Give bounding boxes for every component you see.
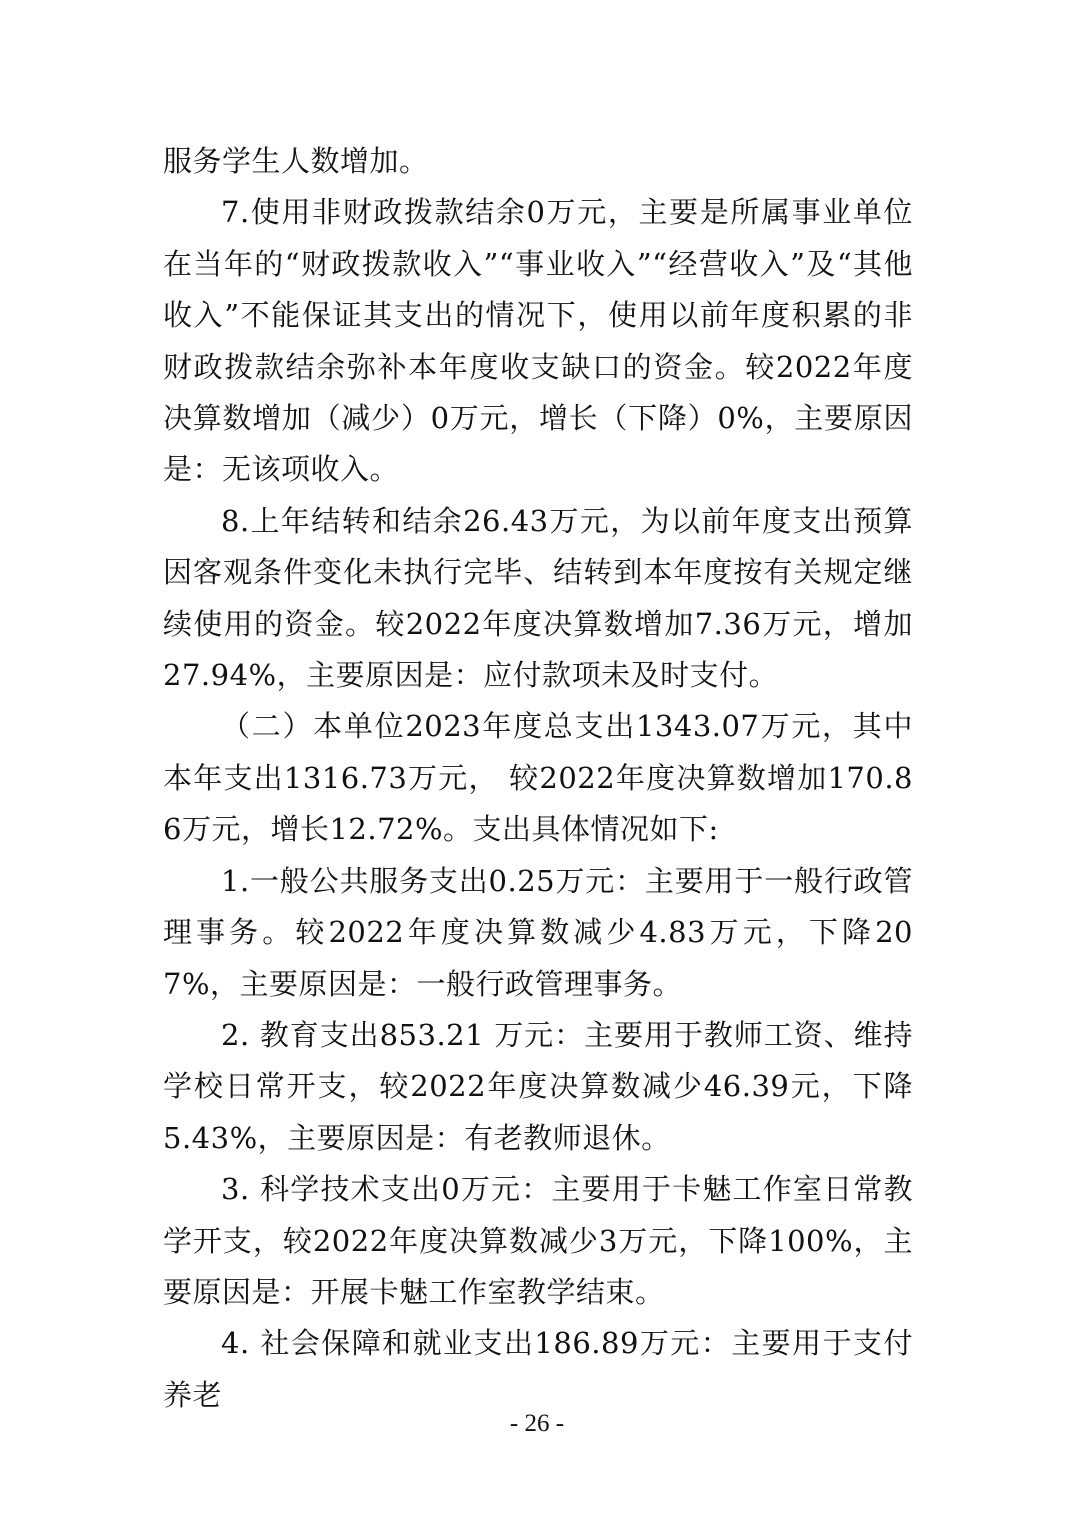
page-number: - 26 -: [509, 1410, 565, 1437]
paragraph-expense-1: 1.一般公共服务支出0.25万元：主要用于一般行政管理事务。较2022年度决算数减少4.83万元，下降207%，主要原因是：一般行政管理事务。: [163, 863, 913, 1001]
paragraph-item-8: 8.上年结转和结余26.43万元，为以前年度支出预算因客观条件变化未执行完毕、结转到本年度按有关规定继续使用的资金。较2022年度决算数增加7.36万元，增加27.94%，主要原因是：应付款项未及时支付。: [163, 503, 913, 693]
body-text: [163, 136, 913, 1421]
paragraph-expense-4: 4. 社会保障和就业支出186.89万元：主要用于支付养老: [163, 1326, 913, 1412]
paragraph-section-2: （二）本单位2023年度总支出1343.07万元，其中本年支出1316.73万元， 较2022年度决算数增加170.86万元，增长12.72%。支出具体情况如下:: [163, 709, 913, 847]
paragraph-expense-3: 3. 科学技术支出0万元：主要用于卡魅工作室日常教学开支，较2022年度决算数减少3万元，下降100%，主要原因是：开展卡魅工作室教学结束。: [163, 1172, 913, 1309]
paragraph-expense-2: 2. 教育支出853.21 万元：主要用于教师工资、维持学校日常开支，较2022年度决算数减少46.39元，下降5.43%，主要原因是：有老教师退休。: [163, 1017, 913, 1155]
paragraph-continuation: 服务学生人数增加。: [163, 144, 429, 178]
paragraph-item-7: 7.使用非财政拨款结余0万元，主要是所属事业单位在当年的“财政拨款收入”“事业收入”“经营收入”及“其他收入”不能保证其支出的情况下，使用以前年度积累的非财政拨款结余弥补本年度收支缺口的资金。较2022年度决算数增加（减少）0万元，增长（下降）0%，主要原因是：无该项收入。: [163, 195, 913, 487]
